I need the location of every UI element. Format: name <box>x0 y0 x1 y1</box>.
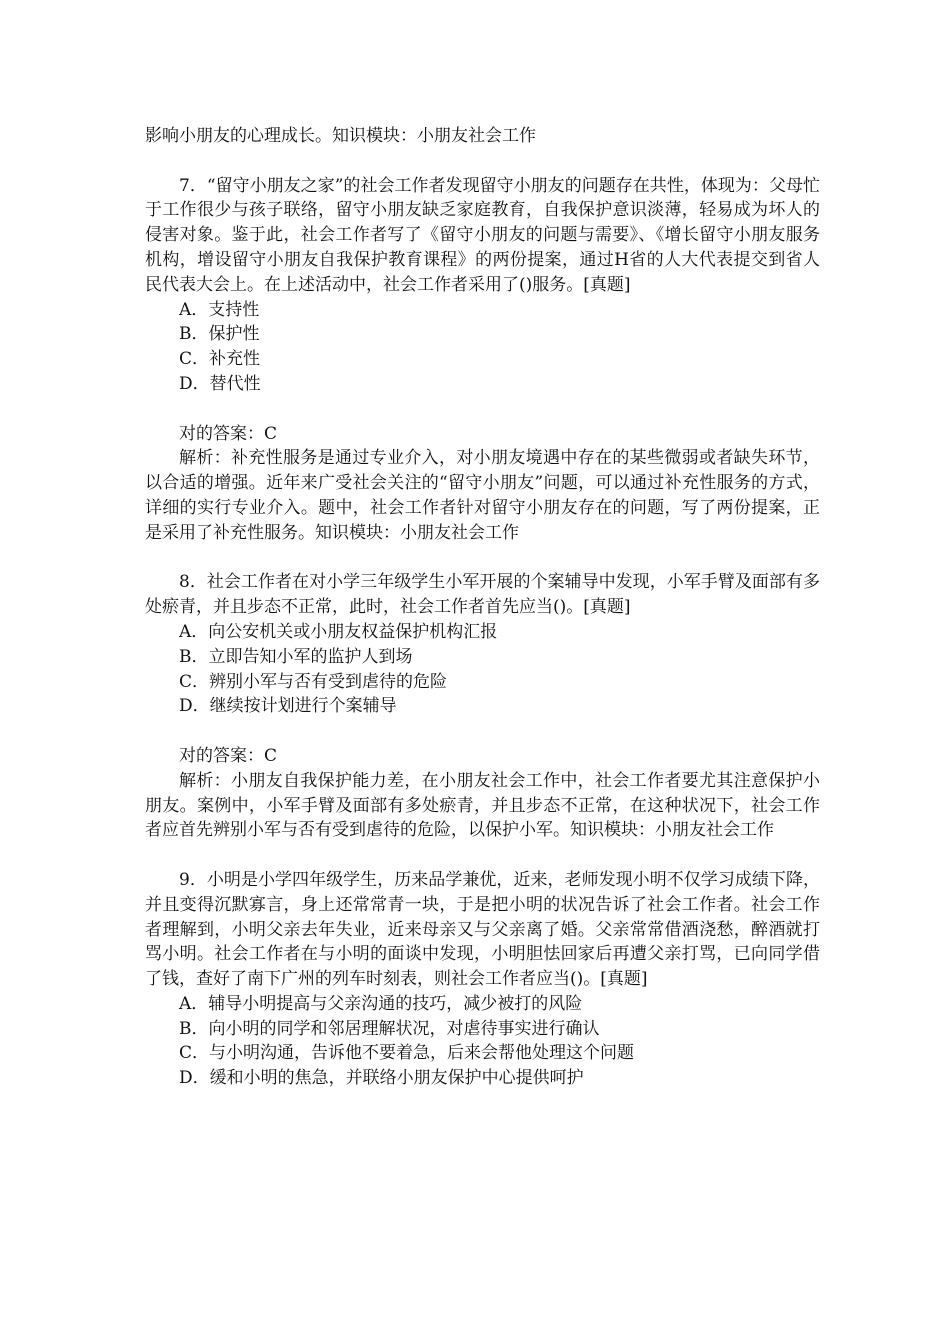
option-b: B．保护性 <box>179 324 260 345</box>
option-b: B．向小明的同学和邻居理解状况，对虐待事实进行确认 <box>179 1018 600 1039</box>
question-9 <box>145 868 820 1091</box>
paragraph-gap <box>145 843 820 868</box>
option-d: D．替代性 <box>179 373 261 394</box>
paragraph-gap <box>145 719 820 744</box>
option-d: D．继续按计划进行个案辅导 <box>179 696 397 717</box>
option-a: A．支持性 <box>179 299 260 320</box>
paragraph-gap <box>145 397 820 422</box>
document-page <box>145 124 820 1091</box>
question-stem: 8．社会工作者在对小学三年级学生小军开展的个案辅导中发现，小军手臂及面部有多处瘀青，并且步态不正常，此时，社会工作者首先应当()。[真题] <box>145 572 820 618</box>
option-d: D．缓和小明的焦急，并联络小朋友保护中心提供呵护 <box>179 1068 584 1089</box>
option-a: A．辅导小明提高与父亲沟通的技巧，减少被打的风险 <box>179 993 583 1014</box>
question-stem: 7．“留守小朋友之家”的社会工作者发现留守小朋友的问题存在共性，体现为：父母忙于工作很少与孩子联络，留守小朋友缺乏家庭教育，自我保护意识淡薄，轻易成为坏人的侵害对象。鉴于此，社会工作者写了《留守小朋友的问题与需要》、《增长留守小朋友服务机构，增设留守小朋友自我保护教育课程》的两份提案，通过H省的人大代表提交到省人民代表大会上。在上述活动中，社会工作者采用了()服务。[真题] <box>145 175 820 295</box>
answer-analysis: 解析：补充性服务是通过专业介入，对小朋友境遇中存在的某些微弱或者缺失环节，以合适的增强。近年来广受社会关注的“留守小朋友”问题，可以通过补充性服务的方式，详细的实行专业介入。题中，社会工作者针对留守小朋友存在的问题，写了两份提案，正是采用了补充性服务。知识模块：小朋友社会工作 <box>145 448 820 543</box>
correct-answer: 对的答案：C <box>179 423 278 444</box>
option-a: A．向公安机关或小朋友权益保护机构汇报 <box>179 621 498 642</box>
answer-analysis: 解析：小朋友自我保护能力差，在小朋友社会工作中，社会工作者要尤其注意保护小朋友。案例中，小军手臂及面部有多处瘀青，并且步态不正常，在这种状况下，社会工作者应首先辨别小军与否有受到虐待的危险，以保护小军。知识模块：小朋友社会工作 <box>145 770 820 841</box>
option-b: B．立即告知小军的监护人到场 <box>179 646 413 667</box>
option-c: C．辨别小军与否有受到虐待的危险 <box>179 671 448 692</box>
paragraph-gap <box>145 546 820 571</box>
correct-answer: 对的答案：C <box>179 745 278 766</box>
question-8 <box>145 570 820 843</box>
paragraph-gap <box>145 149 820 174</box>
question-7 <box>145 174 820 546</box>
option-c: C．与小明沟通，告诉他不要着急，后来会帮他处理这个问题 <box>179 1043 635 1064</box>
intro-paragraph: 影响小朋友的心理成长。知识模块：小朋友社会工作 <box>145 126 536 146</box>
option-c: C．补充性 <box>179 349 261 370</box>
question-stem: 9．小明是小学四年级学生，历来品学兼优，近来，老师发现小明不仅学习成绩下降，并且变得沉默寡言，身上还常常青一块，于是把小明的状况告诉了社会工作者。社会工作者理解到，小明父亲去年失业，近来母亲又与父亲离了婚。父亲常常借酒浇愁，醉酒就打骂小明。社会工作者在与小明的面谈中发现，小明胆怯回家后再遭父亲打骂，已向同学借了钱，查好了南下广州的列车时刻表，则社会工作者应当()。[真题] <box>145 869 820 990</box>
